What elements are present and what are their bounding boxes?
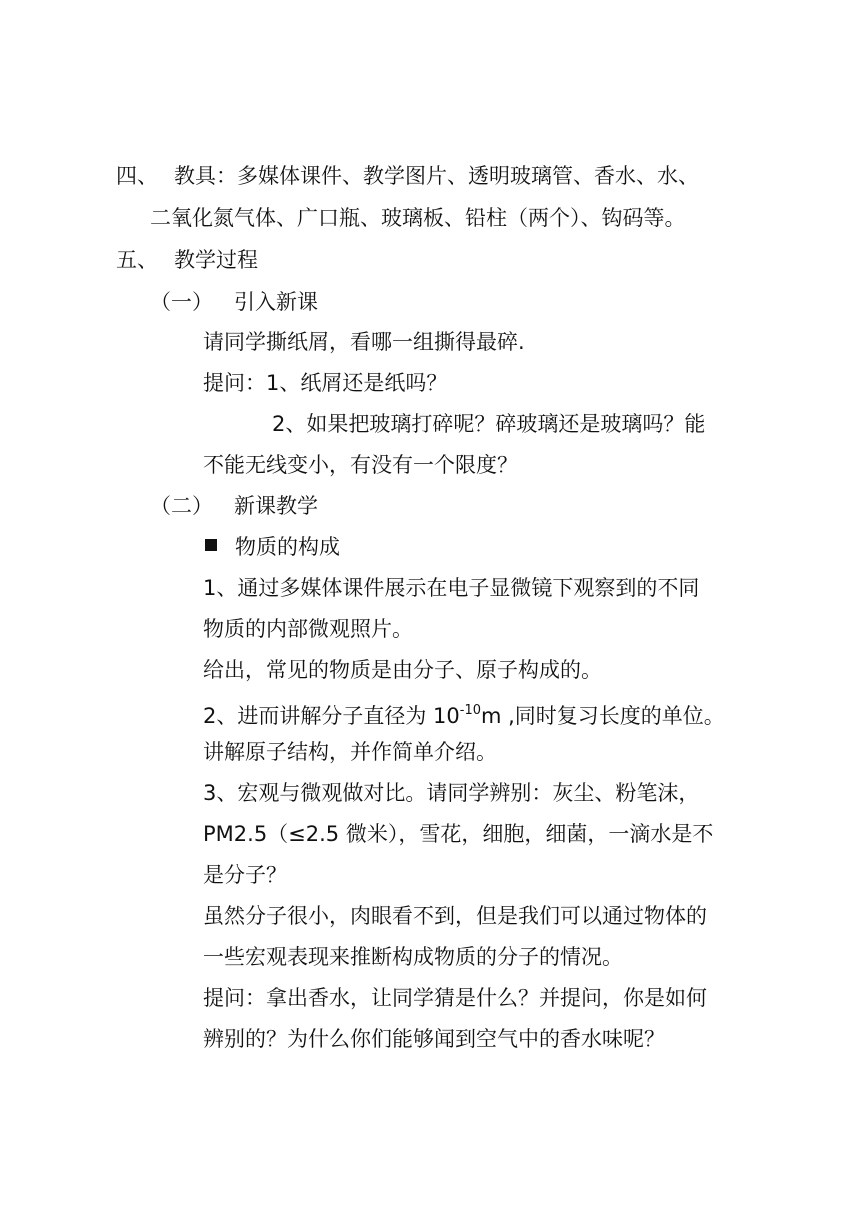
part-2-line: 虽然分子很小，肉眼看不到，但是我们可以通过物体的	[203, 904, 707, 928]
part-2-heading	[150, 491, 318, 521]
section-4-number: 四、	[116, 164, 158, 188]
part-1-title: 引入新课	[234, 290, 318, 314]
part-2-number: （二）	[150, 494, 213, 518]
part-1-number: （一）	[150, 290, 213, 314]
part-2-line: PM2.5（≤2.5 微米），雪花，细胞，细菌，一滴水是不	[203, 822, 714, 846]
square-bullet-icon	[205, 539, 217, 551]
part-1-line: 不能无线变小，有没有一个限度？	[203, 453, 518, 477]
part-1-heading	[150, 287, 318, 317]
section-5-number: 五、	[116, 248, 158, 272]
part-1-line: 提问：1、纸屑还是纸吗？	[203, 371, 448, 395]
section-4-line-1: 教具：多媒体课件、教学图片、透明玻璃管、香水、水、	[174, 164, 699, 188]
part-2-line: 一些宏观表现来推断构成物质的分子的情况。	[203, 945, 623, 969]
section-4-heading	[116, 161, 699, 191]
part-1-line: 请同学撕纸屑，看哪一组撕得最碎.	[203, 330, 525, 354]
part-2-line: 辨别的？为什么你们能够闻到空气中的香水味呢？	[203, 1027, 665, 1051]
part-2-line: 1、通过多媒体课件展示在电子显微镜下观察到的不同	[203, 576, 700, 600]
bullet-title: 物质的构成	[235, 535, 340, 559]
bullet-heading	[205, 532, 340, 562]
section-5-title: 教学过程	[174, 248, 258, 272]
molecule-diameter-line	[203, 696, 725, 731]
diameter-suffix: m ,同时复习长度的单位。	[481, 704, 725, 728]
part-2-line: 物质的内部微观照片。	[203, 617, 413, 641]
section-4-line-2: 二氧化氮气体、广口瓶、玻璃板、铅柱（两个）、钩码等。	[150, 206, 686, 230]
part-2-line: 是分子？	[203, 863, 287, 887]
part-2-title: 新课教学	[234, 494, 318, 518]
diameter-exponent: -10	[459, 703, 481, 718]
part-2-line: 讲解原子结构，并作简单介绍。	[203, 740, 497, 764]
section-5-heading	[116, 245, 258, 275]
part-2-line: 给出，常见的物质是由分子、原子构成的。	[203, 658, 602, 682]
part-1-line: 2、如果把玻璃打碎呢？碎玻璃还是玻璃吗？能	[272, 412, 706, 436]
part-2-line: 3、宏观与微观做对比。请同学辨别：灰尘、粉笔沫，	[203, 781, 700, 805]
diameter-prefix: 2、进而讲解分子直径为 10	[203, 704, 460, 728]
part-2-line: 提问：拿出香水，让同学猜是什么？并提问，你是如何	[203, 986, 707, 1010]
